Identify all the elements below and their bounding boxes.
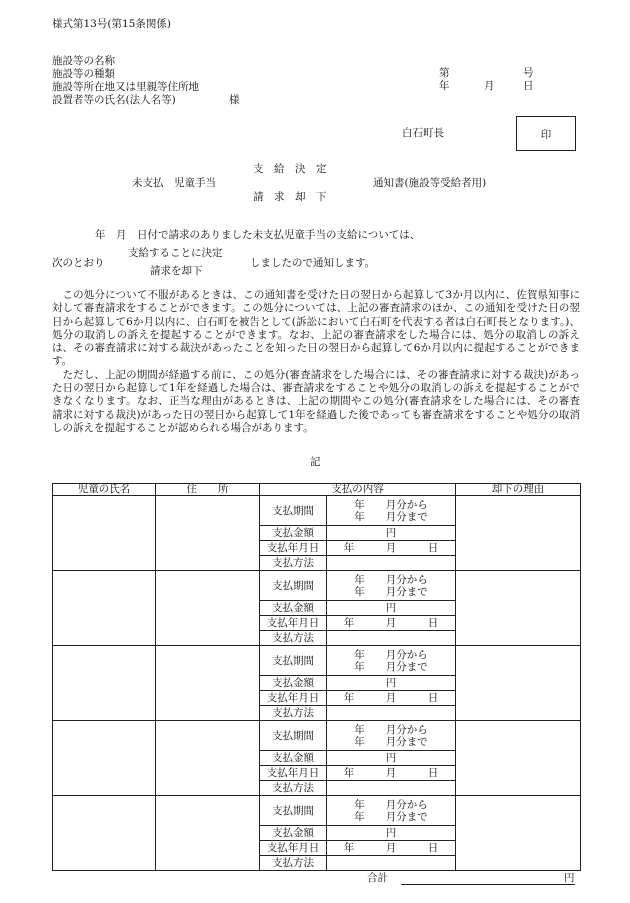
payment-amount-value[interactable]: [327, 676, 456, 691]
payment-amount-label: 支払金額: [260, 751, 327, 766]
payment-date-label: 支払年月日: [260, 766, 327, 781]
address-cell[interactable]: [156, 496, 260, 571]
title-right: 通知書(施設等受給者用): [373, 177, 487, 189]
date-units: 年 月 日: [343, 842, 439, 854]
child-name-cell[interactable]: [53, 721, 156, 796]
appeal-instructions: [52, 289, 580, 435]
payment-date-label: 支払年月日: [260, 841, 327, 856]
period-from: 年 月分から: [354, 573, 428, 586]
rejection-reason-cell[interactable]: [456, 571, 581, 646]
period-to: 年 月分まで: [354, 585, 428, 598]
title-choice-decision: 支 給 決 定: [253, 163, 327, 175]
period-from: 年 月分から: [354, 798, 428, 811]
table-row: [53, 721, 581, 751]
table-header-row: [53, 484, 581, 496]
date-units: 年 月 日: [343, 542, 439, 554]
payment-period-label: 支払期間: [260, 646, 327, 676]
date-month: 月: [484, 80, 495, 92]
payment-period-value[interactable]: [327, 721, 456, 751]
notice-choice-reject: 請求を却下: [150, 265, 203, 277]
rejection-reason-cell[interactable]: [456, 646, 581, 721]
payment-date-label: 支払年月日: [260, 541, 327, 556]
payment-method-value[interactable]: [327, 856, 456, 871]
yen-unit: 円: [385, 677, 397, 689]
table-row: [53, 646, 581, 676]
header-rejection-reason: 却下の理由: [456, 484, 581, 496]
notice-line-1: 年 月 日付で請求のありました未支払児童手当の支給については、: [95, 229, 421, 241]
period-to: 年 月分まで: [354, 660, 428, 673]
payment-method-label: 支払方法: [260, 781, 327, 796]
total-underline: [401, 884, 575, 885]
facility-address-label: 施設等所在地又は里親等住所地: [52, 81, 199, 93]
address-cell[interactable]: [156, 571, 260, 646]
notice-line-2-left: 次のとおり: [52, 257, 105, 269]
mayor-title: 白石町長: [402, 127, 444, 139]
rejection-reason-cell[interactable]: [456, 721, 581, 796]
payment-amount-value[interactable]: [327, 826, 456, 841]
yen-unit: 円: [385, 527, 397, 539]
honorific-sama: 様: [229, 94, 240, 106]
payment-amount-label: 支払金額: [260, 826, 327, 841]
payment-period-label: 支払期間: [260, 796, 327, 826]
payment-amount-label: 支払金額: [260, 601, 327, 616]
date-day: 日: [523, 80, 534, 92]
payment-period-label: 支払期間: [260, 496, 327, 526]
payment-date-value[interactable]: [327, 691, 456, 706]
payment-method-label: 支払方法: [260, 856, 327, 871]
payment-method-value[interactable]: [327, 631, 456, 646]
payment-period-value[interactable]: [327, 496, 456, 526]
seal-mark: 印: [540, 129, 552, 141]
period-from: 年 月分から: [354, 498, 428, 511]
total-label: 合計: [367, 872, 388, 884]
payment-period-value[interactable]: [327, 796, 456, 826]
header-payment-content: 支払の内容: [260, 484, 456, 496]
form-number: 様式第13号(第15条関係): [52, 18, 171, 30]
founder-name-label: 設置者等の氏名(法人名等): [52, 94, 176, 106]
payment-date-value[interactable]: [327, 541, 456, 556]
payment-amount-label: 支払金額: [260, 676, 327, 691]
facility-type-label: 施設等の種類: [52, 68, 115, 80]
payment-method-value[interactable]: [327, 781, 456, 796]
yen-unit: 円: [385, 602, 397, 614]
period-to: 年 月分まで: [354, 810, 428, 823]
payment-amount-value[interactable]: [327, 526, 456, 541]
period-from: 年 月分から: [354, 723, 428, 736]
payment-method-label: 支払方法: [260, 556, 327, 571]
payment-period-label: 支払期間: [260, 571, 327, 601]
period-from: 年 月分から: [354, 648, 428, 661]
payment-period-value[interactable]: [327, 571, 456, 601]
header-address: 住 所: [156, 484, 260, 496]
notice-choice-approve: 支給することに決定: [128, 247, 223, 259]
table-row: [53, 496, 581, 526]
facility-name-label: 施設等の名称: [52, 55, 115, 67]
address-cell[interactable]: [156, 721, 260, 796]
ki-heading: 記: [310, 456, 321, 468]
child-name-cell[interactable]: [53, 571, 156, 646]
rejection-reason-cell[interactable]: [456, 496, 581, 571]
table-row: [53, 571, 581, 601]
period-to: 年 月分まで: [354, 735, 428, 748]
title-choice-rejection: 請 求 却 下: [253, 191, 327, 203]
seal-box: [516, 116, 576, 151]
number-dai: 第: [439, 67, 450, 79]
payment-method-value[interactable]: [327, 706, 456, 721]
date-units: 年 月 日: [343, 767, 439, 779]
address-cell[interactable]: [156, 796, 260, 871]
payment-amount-value[interactable]: [327, 601, 456, 616]
date-units: 年 月 日: [343, 617, 439, 629]
date-year: 年: [439, 80, 450, 92]
period-to: 年 月分まで: [354, 510, 428, 523]
header-child-name: 児童の氏名: [53, 484, 156, 496]
rejection-reason-cell[interactable]: [456, 796, 581, 871]
payment-method-value[interactable]: [327, 556, 456, 571]
yen-unit: 円: [385, 752, 397, 764]
table-row: [53, 796, 581, 826]
payment-date-value[interactable]: [327, 766, 456, 781]
payment-method-label: 支払方法: [260, 706, 327, 721]
address-cell[interactable]: [156, 646, 260, 721]
payment-date-value[interactable]: [327, 616, 456, 631]
payment-date-label: 支払年月日: [260, 691, 327, 706]
child-name-cell[interactable]: [53, 496, 156, 571]
payment-table: [52, 483, 581, 871]
payment-amount-label: 支払金額: [260, 526, 327, 541]
payment-date-value[interactable]: [327, 841, 456, 856]
appeal-paragraph-2: ただし、上記の期間が経過する前に、この処分(審査請求をした場合には、その審査請求に対する裁決)があった日の翌日から起算して1年を経過した場合は、審査請求をすることや処分の取消しの訴えを提起することができなくなります。なお、正当な理由があるときは、上記の期間やこの処分(審査請求をした場合には、その審査請求に対する裁決)があった日の翌日から起算して1年を経過した後であっても審査請求をすることや処分の取消しの訴えを提起することが認められる場合があります。: [52, 368, 580, 434]
date-units: 年 月 日: [343, 692, 439, 704]
number-go: 号: [523, 67, 534, 79]
child-name-cell[interactable]: [53, 796, 156, 871]
child-name-cell[interactable]: [53, 646, 156, 721]
payment-method-label: 支払方法: [260, 631, 327, 646]
yen-unit: 円: [385, 827, 397, 839]
payment-amount-value[interactable]: [327, 751, 456, 766]
appeal-paragraph-1: この処分について不服があるときは、この通知書を受けた日の翌日から起算して3か月以内に、佐賀県知事に対して審査請求をすることができます。この処分については、上記の審査請求のほか、この通知を受けた日の翌日から起算して6か月以内に、白石町を被告として(訴訟において白石町を代表する者は白石町長となります。)、処分の取消しの訴えを提起することができます。なお、上記の審査請求をした場合には、処分の取消しの訴えは、その審査請求に対する裁決があったことを知った日の翌日から起算して6か月以内に提起することができます。: [52, 289, 580, 368]
payment-period-value[interactable]: [327, 646, 456, 676]
payment-date-label: 支払年月日: [260, 616, 327, 631]
total-yen: 円: [564, 872, 575, 884]
notice-line-2-right: しましたので通知します。: [250, 257, 376, 269]
title-left: 未支払 児童手当: [132, 177, 216, 189]
payment-period-label: 支払期間: [260, 721, 327, 751]
